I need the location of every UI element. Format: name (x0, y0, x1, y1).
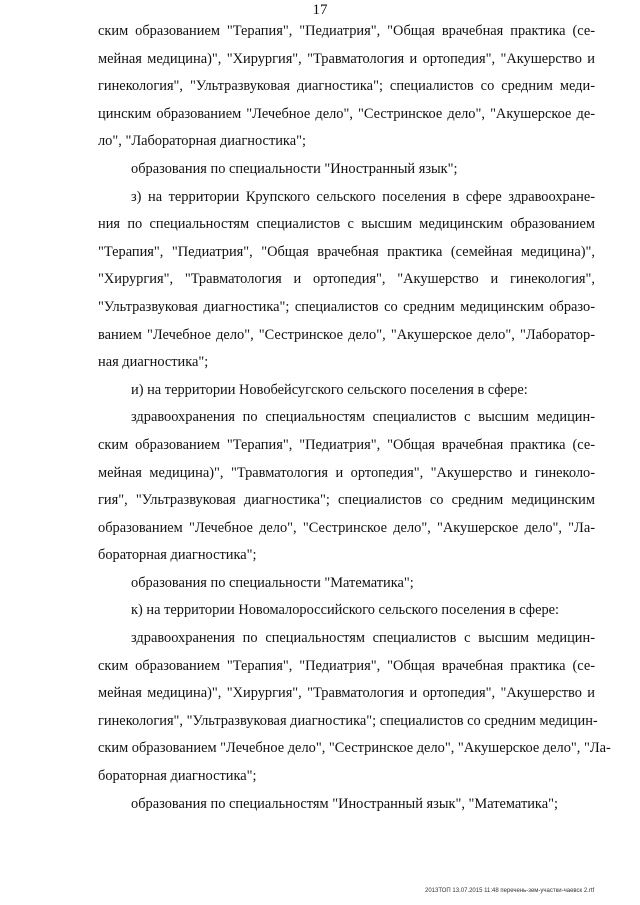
text-line: ским образованием "Терапия", "Педиатрия", "Общая врачебная практика (се- (98, 23, 595, 39)
text-line: ло", "Лабораторная диагностика"; (98, 133, 306, 150)
text-line: ским образованием "Лечебное дело", "Сестринское дело", "Акушерское дело", "Ла- (98, 740, 611, 757)
paragraph-start: з) на территории Крупского сельского поселения в сфере здравоохране- (131, 188, 595, 205)
text-line: мейная медицина)", "Хирургия", "Травматология и ортопедия", "Акушерство и (98, 685, 595, 702)
text-line: "Хирургия", "Травматология и ортопедия", "Акушерство и гинекология", (98, 271, 595, 288)
text-line: образованием "Лечебное дело", "Сестринское дело", "Акушерское дело", "Ла- (98, 519, 595, 536)
text-line: мейная медицина)", "Травматология и ортопедия", "Акушерство и гинеколо- (98, 464, 595, 481)
text-line: бораторная диагностика"; (98, 547, 257, 564)
text-line: "Терапия", "Педиатрия", "Общая врачебная практика (семейная медицина)", (98, 243, 595, 260)
paragraph-start: образования по специальностям "Иностранный язык", "Математика"; (131, 795, 558, 812)
paragraph-start: образования по специальности "Математика"; (131, 574, 414, 591)
text-line: мейная медицина)", "Хирургия", "Травматология и ортопедия", "Акушерство и (98, 50, 595, 67)
text-line: ванием "Лечебное дело", "Сестринское дело", "Акушерское дело", "Лаборатор- (98, 326, 595, 343)
paragraph-start: здравоохранения по специальностям специалистов с высшим медицин- (131, 409, 595, 426)
text-line: ния по специальностям специалистов с высшим медицинским образованием (98, 216, 595, 233)
paragraph-start: здравоохранения по специальностям специалистов с высшим медицин- (131, 630, 595, 647)
paragraph-start: и) на территории Новобейсугского сельского поселения в сфере: (131, 381, 528, 398)
text-line: ная диагностика"; (98, 354, 209, 371)
document-body (98, 18, 611, 818)
text-line: гинекология", "Ультразвуковая диагностика"; специалистов со средним меди- (98, 78, 595, 95)
text-line: цинским образованием "Лечебное дело", "Сестринское дело", "Акушерское де- (98, 105, 595, 122)
text-line: бораторная диагностика"; (98, 768, 257, 785)
page-number: 17 (312, 2, 328, 18)
text-line: гинекология", "Ультразвуковая диагностика"; специалистов со средним медицин- (98, 712, 598, 729)
file-footer: 2013ТОП 13.07.2015 11:48 перечень-зем-участки-чаевск 2.rtf (425, 888, 595, 894)
paragraph-start: образования по специальности "Иностранный язык"; (131, 160, 458, 177)
text-line: "Ультразвуковая диагностика"; специалистов со средним медицинским образо- (98, 298, 595, 315)
text-line: гия", "Ультразвуковая диагностика"; специалистов со средним медицинским (98, 492, 595, 509)
text-line: ским образованием "Терапия", "Педиатрия", "Общая врачебная практика (се- (98, 657, 595, 674)
paragraph-start: к) на территории Новомалороссийского сельского поселения в сфере: (131, 602, 560, 619)
text-line: ским образованием "Терапия", "Педиатрия", "Общая врачебная практика (се- (98, 436, 595, 453)
